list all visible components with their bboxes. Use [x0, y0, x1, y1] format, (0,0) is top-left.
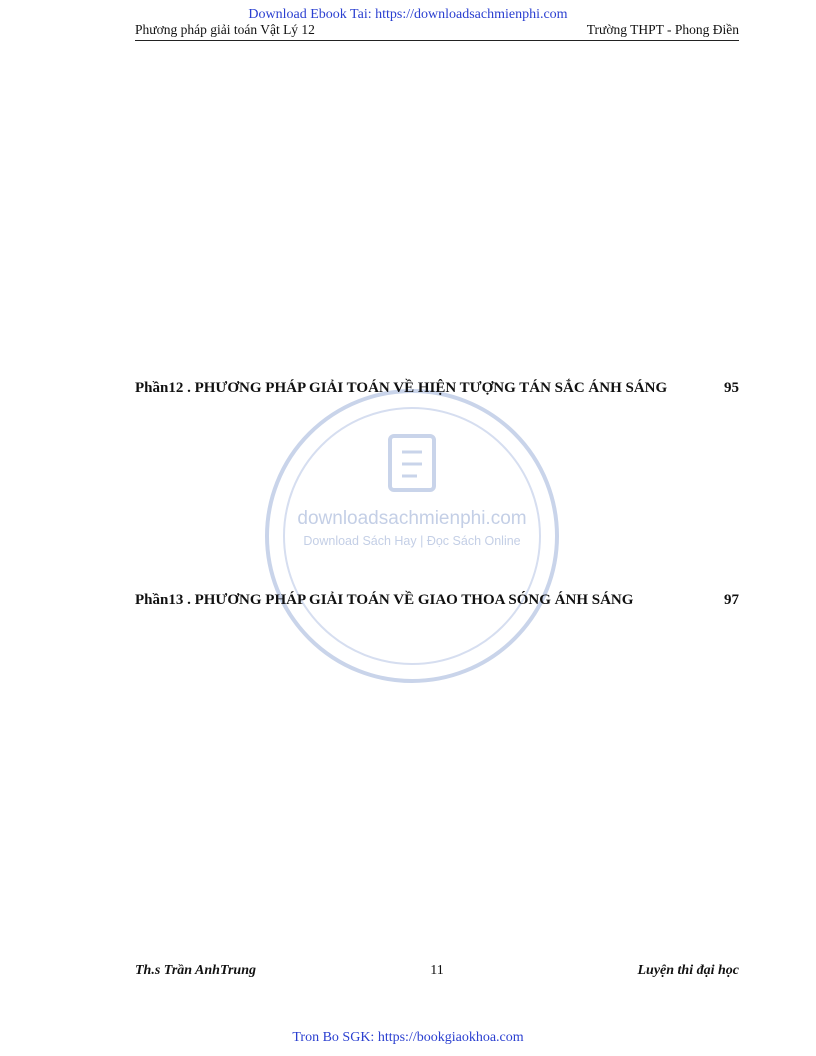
part-heading[interactable]: [135, 590, 739, 610]
part-page-ref: 97: [724, 592, 739, 608]
header-book-title: Phương pháp giải toán Vật Lý 12: [135, 22, 315, 37]
top-download-link[interactable]: Download Ebook Tai: https://downloadsachmienphi.com: [248, 7, 568, 22]
watermark-line2: Download Sách Hay | Đọc Sách Online: [303, 534, 521, 548]
watermark-line1: downloadsachmienphi.com: [297, 508, 527, 529]
header-school: Trường THPT - Phong Điền: [586, 22, 739, 37]
part-heading[interactable]: [135, 378, 739, 398]
watermark-text: [262, 508, 562, 548]
footer-subject: Luyện thi đại học: [637, 963, 739, 978]
page-number: 11: [430, 963, 444, 978]
footer-author: Th.s Trần AnhTrung: [135, 963, 256, 978]
part-title: Phần13 . PHƯƠNG PHÁP GIẢI TOÁN VỀ GIAO THOA SÓNG ÁNH SÁNG: [135, 592, 634, 608]
page-footer: [135, 963, 739, 981]
part-page-ref: 95: [724, 380, 739, 396]
page-header: [135, 22, 739, 41]
bottom-sgk-link[interactable]: Tron Bo SGK: https://bookgiaokhoa.com: [292, 1030, 524, 1045]
part-title: Phần12 . PHƯƠNG PHÁP GIẢI TOÁN VỀ HIỆN TƯỢNG TÁN SẮC ÁNH SÁNG: [135, 380, 668, 396]
